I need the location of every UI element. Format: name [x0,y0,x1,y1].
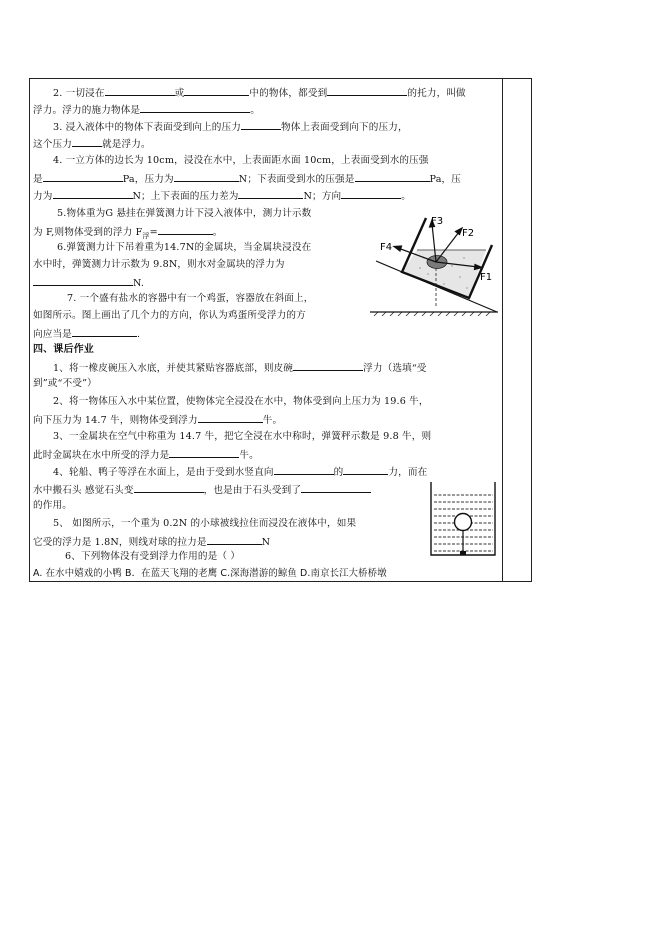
question-4-line-2 [33,171,461,186]
blank[interactable] [105,85,175,96]
text: 1、将一橡皮碗压入水底，并使其紧贴容器底部，则皮碗 [53,363,294,374]
blank[interactable] [72,326,137,337]
text: 3、一金属块在空气中称重为 14.7 牛，把它全浸在水中称时，弹簧秤示数是 9.8 牛，则 [53,431,432,442]
text: N；上下表面的压力差为 [132,191,239,202]
blank[interactable] [174,171,239,182]
question-6-line-1 [57,241,311,254]
text: ，也是由于石头受到了 [203,485,302,496]
blank[interactable] [343,464,388,475]
question-7-line-1 [67,292,314,305]
blank[interactable] [169,447,239,458]
homework-4-line-1 [53,464,427,479]
homework-6-line-1 [65,550,240,563]
homework-4-line-2 [33,482,371,497]
question-3-line-1 [53,119,408,134]
ball [455,514,472,531]
text: Pa，压力为 [122,174,174,185]
text: = [149,227,158,238]
question-7-line-3 [33,326,140,341]
text: N；方向 [303,191,342,202]
text: 5、 如图所示，一个重为 0.2N 的小球被线拉住而浸没在液体中，如果 [53,518,357,529]
subscript: 浮 [142,231,150,240]
text: 的作用。 [33,500,72,511]
text: 力，而在 [388,467,428,478]
text: 它受的浮力是 1.8N，则线对球的拉力是 [33,537,207,548]
blank[interactable] [355,171,430,182]
text: 力为 [33,191,53,202]
text: 浮力。浮力的施力物体是 [33,105,141,116]
text: . [136,329,141,340]
text: N；下表面受到水的压强是 [238,174,355,185]
force-label-f1: F1 [480,272,493,283]
text: 。 [250,105,260,116]
text: N [261,537,271,548]
text: 6、下列物体没有受到浮力作用的是（ ） [65,551,241,562]
text: 浮力（选填“受 [363,363,427,374]
blank[interactable] [301,482,371,493]
homework-5-line-2 [33,534,270,549]
homework-1-line-1 [53,360,427,375]
question-2-line-1 [53,85,466,100]
homework-1-line-2 [33,377,97,390]
text: 此时金属块在水中所受的浮力是 [33,450,170,461]
section-title: 四、课后作业 [33,344,94,355]
homework-3-line-2 [33,447,259,462]
blank[interactable] [198,412,263,423]
blank[interactable] [140,102,250,113]
blank[interactable] [341,188,401,199]
question-6-line-3 [33,275,144,290]
homework-2-line-2 [33,412,282,427]
question-4-line-1 [53,154,429,167]
homework-6-options: A. 在水中嬉戏的小鸭 B．在蓝天飞翔的老鹰 C.深海潜游的鲸鱼 D.南京长江大桥桥墩 [33,568,387,579]
question-4-line-3 [33,188,411,203]
blank[interactable] [184,85,249,96]
text: 到”或“不受”） [33,378,97,389]
blank[interactable] [207,534,262,545]
blank[interactable] [134,482,204,493]
text: 向下压力为 14.7 牛，则物体受到浮力 [33,415,198,426]
text: 水中搬石头 感觉石头变 [33,485,134,496]
text: 。 [212,227,223,238]
homework-2-line-1 [53,395,429,408]
question-7-line-2 [33,309,306,322]
text: 3. 浸入液体中的物体下表面受到向上的压力 [53,122,242,133]
anchor [460,551,466,555]
question-5-line-1 [57,207,311,220]
text: 6.弹簧测力计下吊着重为14.7N的金属块，当金属块浸没在 [57,242,312,253]
text: 为 F,则物体受到的浮力 F [33,227,143,238]
blank[interactable] [293,360,363,371]
text: 2、将一物体压入水中某位置，使物体完全浸没在水中，物体受到向上压力为 19.6 牛， [53,396,429,407]
blank[interactable] [158,224,213,235]
force-label-f3: F3 [431,216,444,227]
text: 牛。 [239,450,259,461]
text: 。 [401,191,412,202]
text: 向应当是 [33,329,72,340]
blank[interactable] [53,188,133,199]
text: Pa，压 [429,174,462,185]
blank[interactable] [274,464,334,475]
blank[interactable] [238,188,303,199]
text: 这个压力 [33,139,72,150]
text: 的托力，叫做 [407,88,466,99]
question-3-line-2 [33,136,151,151]
blank[interactable] [241,119,281,130]
incline-figure [368,210,500,318]
text: 就是浮力。 [101,139,151,150]
blank[interactable] [43,171,123,182]
text: 如图所示。图上画出了几个力的方向，你认为鸡蛋所受浮力的方 [33,310,306,321]
text: 5.物体重为G 悬挂在弹簧测力计下浸入液体中，测力计示数 [57,208,312,219]
text: 是 [33,174,43,185]
text: N. [133,278,145,289]
force-label-f4: F4 [380,242,393,253]
ground-hatch [374,312,490,316]
text: 2. 一切浸在 [53,88,105,99]
text: 物体上表面受到向下的压力， [281,122,408,133]
blank[interactable] [33,275,133,286]
text: 水中时，弹簧测力计示数为 9.8N，则水对金属块的浮力为 [33,259,285,270]
notes-column [502,78,532,582]
homework-5-line-1 [53,517,356,530]
text: 或 [174,88,185,99]
homework-3-line-1 [53,430,431,443]
text: 4. 一立方体的边长为 10cm，浸没在水中，上表面距水面 10cm，上表面受到水的压强 [53,155,429,166]
question-6-line-2 [33,258,285,271]
text: 4、轮船、鸭子等浮在水面上，是由于受到水竖直向 [53,467,274,478]
homework-4-line-3 [33,499,72,512]
blank[interactable] [72,136,102,147]
text: 7. 一个盛有盐水的容器中有一个鸡蛋，容器放在斜面上， [67,293,314,304]
force-label-f2: F2 [462,228,475,239]
text: 中的物体，都受到 [249,88,328,99]
question-2-line-2 [33,102,260,117]
text: 的 [333,467,344,478]
blank[interactable] [327,85,407,96]
text: 牛。 [262,415,283,426]
ball-figure [426,480,502,558]
